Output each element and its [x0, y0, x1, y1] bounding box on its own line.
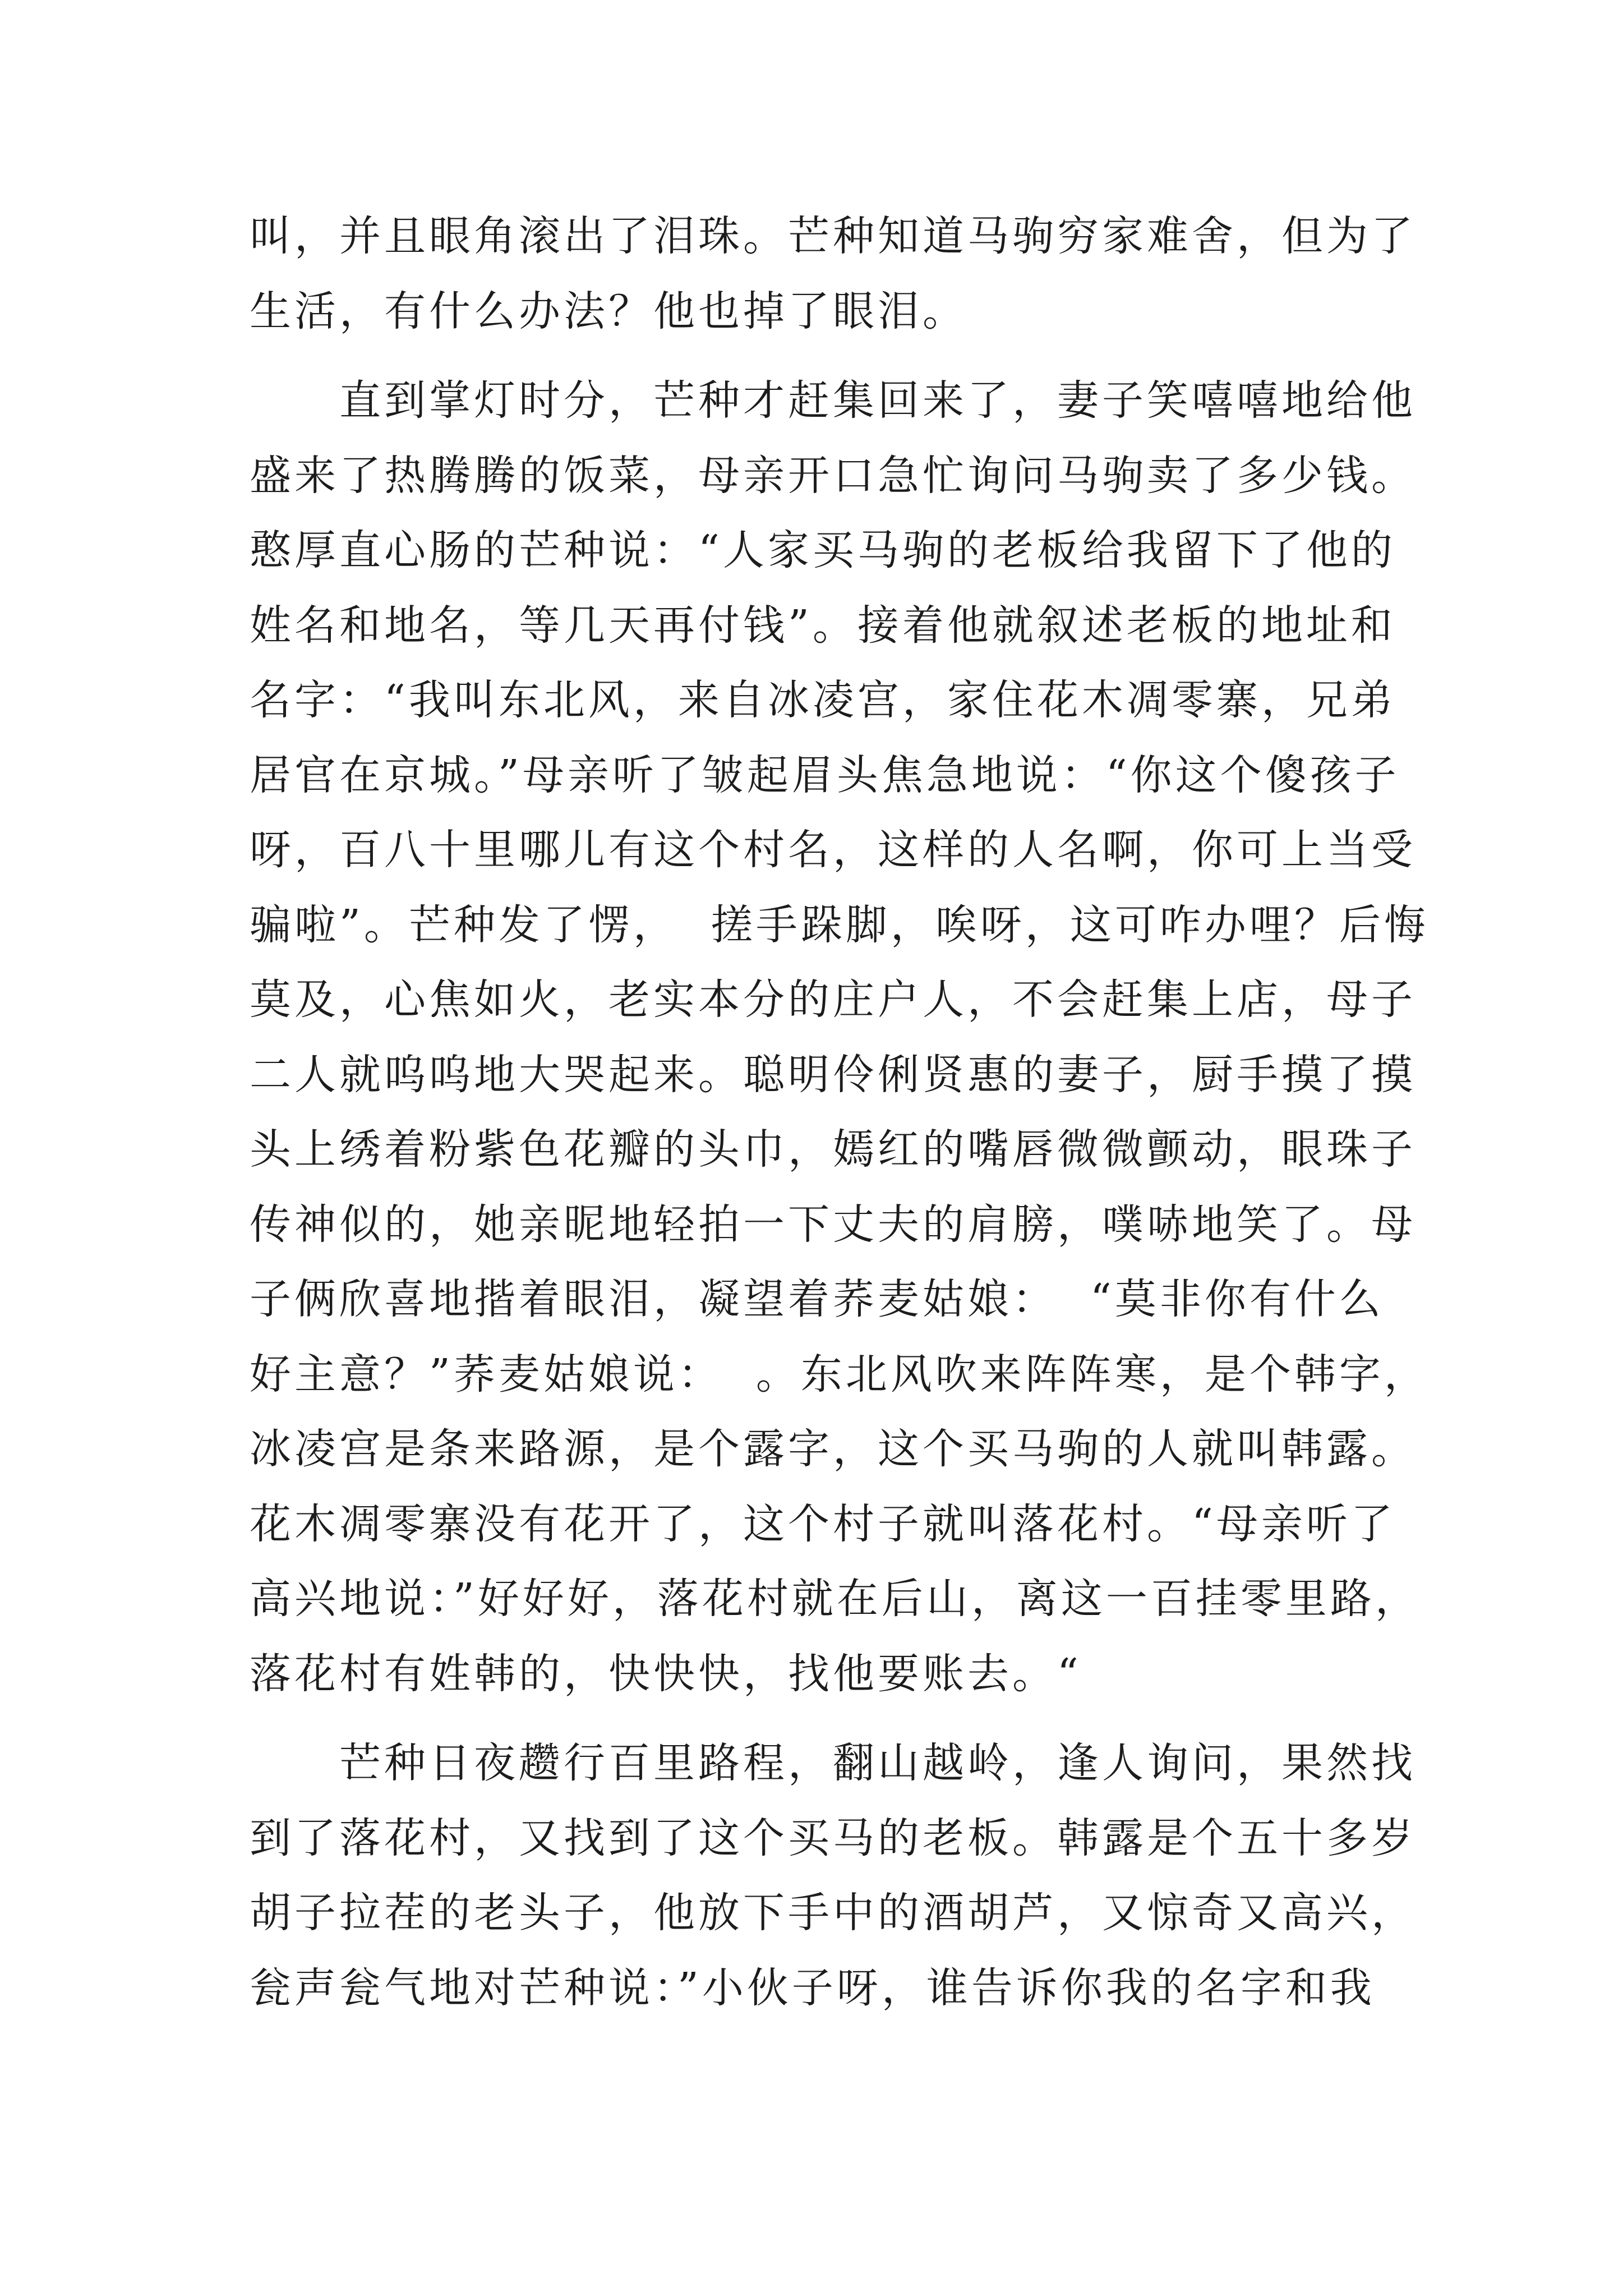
paragraph-gap [250, 1711, 1388, 1726]
text-line: 花木凋零寨没有花开了，这个村子就叫落花村。“母亲听了 [250, 1499, 1396, 1548]
paragraph [250, 199, 1416, 349]
text-line: 冰凌宫是条来路源，是个露字，这个买马驹的人就叫韩露。 [250, 1425, 1416, 1473]
text-line: 生活，有什么办法？他也掉了眼泪。 [250, 287, 967, 335]
text-line: 头上绣着粉紫色花瓣的头巾，嫣红的嘴唇微微颤动，眼珠子 [250, 1125, 1416, 1174]
text-line: 二人就呜呜地大哭起来。聪明伶俐贤惠的妻子，厨手摸了摸 [250, 1050, 1416, 1099]
text-line: 胡子拉茬的老头子，他放下手中的酒胡芦，又惊奇又高兴， [250, 1889, 1416, 1937]
text-line: 落花村有姓韩的，快快快，找他要账去。“ [250, 1649, 1082, 1698]
text-line: 名字：“我叫东北风，来自冰凌宫，家住花木凋零寨，兄弟 [250, 676, 1396, 724]
body-text [250, 199, 1429, 2026]
paragraph [250, 364, 1429, 1711]
text-line: 好主意？”荞麦姑娘说： 。东北风吹来阵阵寒，是个韩字， [250, 1350, 1429, 1398]
text-line: 憨厚直心肠的芒种说：“人家买马驹的老板给我留下了他的 [250, 526, 1396, 574]
text-line: 居官在京城。”母亲听了皱起眉头焦急地说：“你这个傻孩子 [250, 751, 1400, 799]
text-line: 姓名和地名，等几天再付钱”。接着他就叙述老板的地址和 [250, 601, 1396, 650]
text-line: 子俩欣喜地揩着眼泪，凝望着荞麦姑娘： “莫非你有什么 [250, 1275, 1384, 1323]
text-line: 叫，并且眼角滚出了泪珠。芒种知道马驹穷家难舍，但为了 [250, 212, 1416, 260]
text-line: 直到掌灯时分，芒种才赶集回来了，妻子笑嘻嘻地给他 [250, 376, 1416, 425]
paragraph [250, 1726, 1416, 2026]
text-line: 到了落花村，又找到了这个买马的老板。韩露是个五十多岁 [250, 1814, 1416, 1862]
text-line: 呀，百八十里哪儿有这个村名，这样的人名啊，你可上当受 [250, 826, 1416, 874]
text-line: 传神似的，她亲昵地轻拍一下丈夫的肩膀，噗哧地笑了。母 [250, 1200, 1416, 1249]
text-line: 莫及，心焦如火，老实本分的庄户人，不会赶集上店，母子 [250, 976, 1416, 1024]
text-line: 盛来了热腾腾的饭菜，母亲开口急忙询问马驹卖了多少钱。 [250, 451, 1416, 500]
text-line: 芒种日夜趱行百里路程，翻山越岭，逢人询问，果然找 [250, 1739, 1416, 1787]
text-line: 骗啦”。芒种发了愣， 搓手跺脚，唉呀，这可咋办哩？后悔 [250, 900, 1429, 949]
text-line: 瓮声瓮气地对芒种说：”小伙子呀，谁告诉你我的名字和我 [250, 1963, 1375, 2012]
paragraph-gap [250, 349, 1388, 364]
text-line: 高兴地说：”好好好，落花村就在后山，离这一百挂零里路， [250, 1575, 1420, 1623]
